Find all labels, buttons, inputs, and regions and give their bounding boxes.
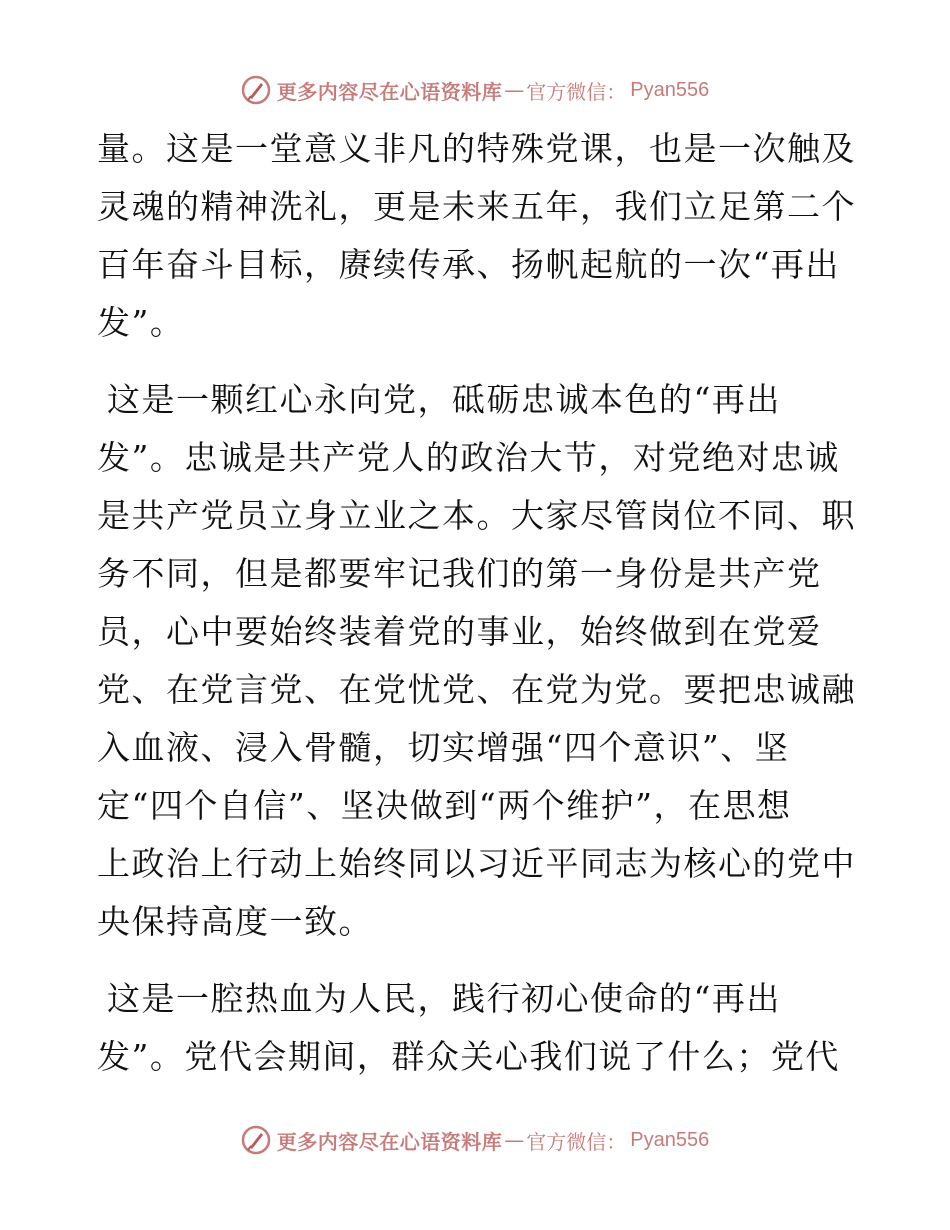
text-line: 央保持高度一致。 — [97, 902, 373, 941]
watermark-wechat-id: Pyan556 — [630, 1128, 710, 1151]
text-line: 党、在党言党、在党忧党、在党为党。要把忠诚融 — [97, 670, 856, 709]
quill-logo-icon — [241, 1125, 271, 1155]
text-line: 上政治上行动上始终同以习近平同志为核心的党中 — [97, 844, 856, 883]
text-line: 发”。 — [97, 303, 185, 342]
watermark-label: 官方微信： — [526, 1129, 627, 1154]
watermark-label: 官方微信： — [526, 79, 627, 104]
watermark-wechat-id: Pyan556 — [630, 78, 710, 101]
header-watermark — [0, 70, 950, 110]
watermark-site-text: 更多内容尽在心语资料库 — [276, 79, 503, 104]
text-line: 务不同，但是都要牢记我们的第一身份是共产党 — [97, 554, 822, 593]
paragraph — [97, 970, 857, 1086]
text-line: 发”。党代会期间，群众关心我们说了什么；党代 — [97, 1037, 840, 1076]
text-line: 这是一颗红心永向党，砥砺忠诚本色的“再出 — [107, 380, 781, 419]
text-line: 这是一腔热血为人民，践行初心使命的“再出 — [107, 979, 781, 1018]
text-line: 是共产党员立身立业之本。大家尽管岗位不同、职 — [97, 496, 856, 535]
watermark-separator: — — [504, 1128, 525, 1152]
paragraph — [97, 120, 857, 352]
document-body — [97, 120, 857, 1086]
paragraph-gap — [97, 352, 857, 371]
text-line: 百年奋斗目标，赓续传承、扬帆起航的一次“再出 — [97, 245, 840, 284]
quill-logo-icon — [241, 75, 271, 105]
paragraph-gap — [97, 951, 857, 970]
text-line: 入血液、浸入骨髓，切实增强“四个意识”、坚 — [97, 728, 790, 767]
paragraph — [97, 371, 857, 951]
text-line: 灵魂的精神洗礼，更是未来五年，我们立足第二个 — [97, 187, 856, 226]
watermark-separator: — — [504, 78, 525, 102]
text-line: 量。这是一堂意义非凡的特殊党课，也是一次触及 — [97, 129, 856, 168]
watermark-site-text: 更多内容尽在心语资料库 — [276, 1129, 503, 1154]
text-line: 员，心中要始终装着党的事业，始终做到在党爱 — [97, 612, 822, 651]
footer-watermark — [0, 1120, 950, 1160]
text-line: 发”。忠诚是共产党人的政治大节，对党绝对忠诚 — [97, 438, 840, 477]
text-line: 定“四个自信”、坚决做到“两个维护”，在思想 — [97, 786, 792, 825]
